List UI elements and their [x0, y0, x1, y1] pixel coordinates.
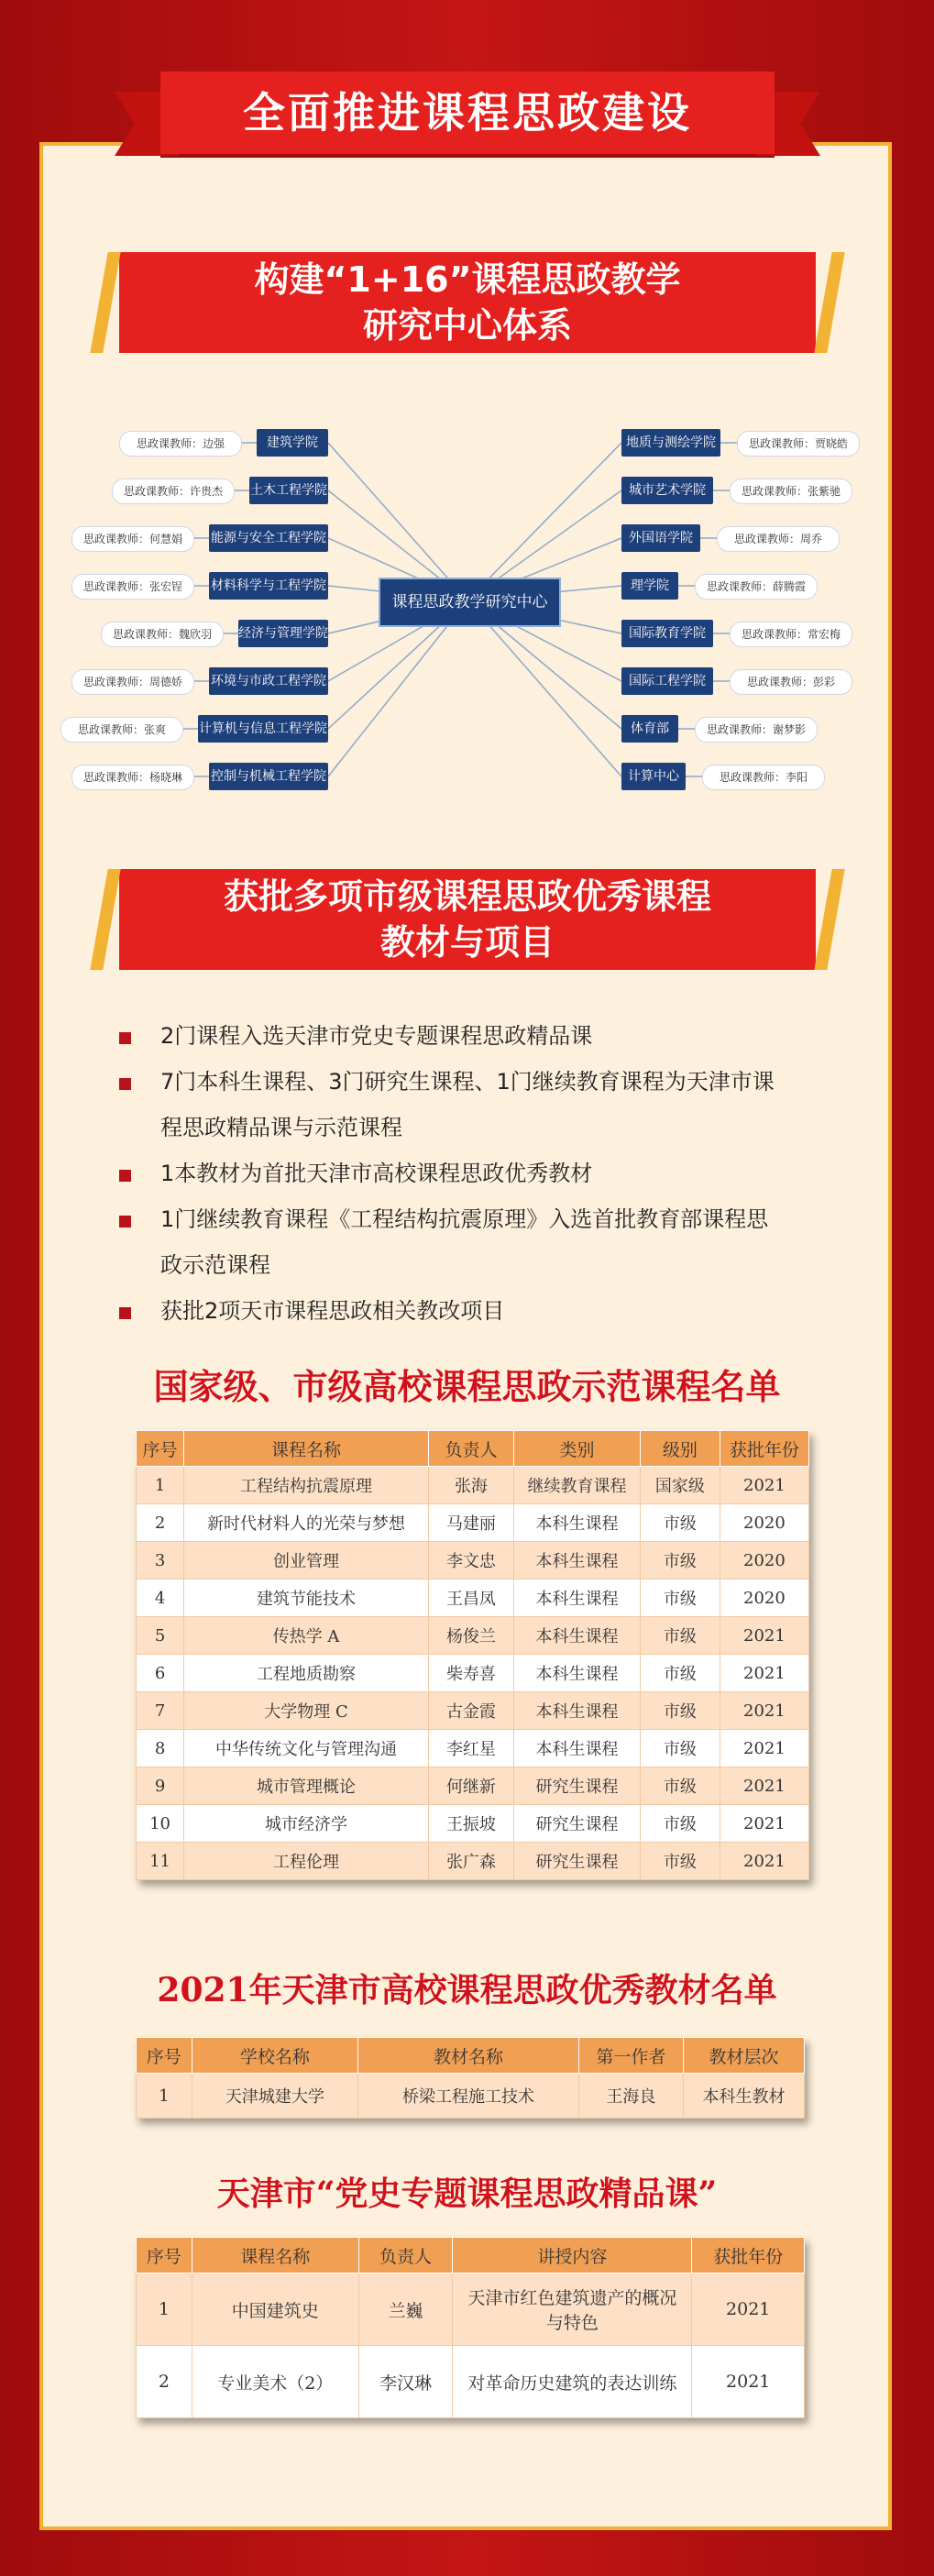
table-header-row: [137, 2238, 805, 2273]
mindmap-college-node: 体育部: [621, 715, 678, 743]
mindmap-teacher-tag: 思政课教师：边强: [119, 431, 242, 457]
table-cell: 2021: [692, 2346, 805, 2418]
column-header: 序号: [137, 2038, 192, 2074]
table-cell: 继续教育课程: [513, 1467, 640, 1504]
mindmap-college-node: 国际工程学院: [621, 667, 713, 695]
table-cell: 市级: [640, 1542, 720, 1580]
mindmap-college-node: 理学院: [621, 572, 678, 600]
table-cell: 市级: [640, 1730, 720, 1767]
mindmap-college-node: 国际教育学院: [621, 620, 713, 647]
table-cell: 本科生课程: [513, 1580, 640, 1617]
table-cell: 2020: [720, 1542, 808, 1580]
table-cell: 市级: [640, 1617, 720, 1655]
table-cell: 王海良: [578, 2074, 683, 2119]
table-cell: 研究生课程: [513, 1805, 640, 1843]
table-cell: 1: [137, 2074, 192, 2119]
table-cell: 本科生课程: [513, 1617, 640, 1655]
table-cell: 中华传统文化与管理沟通: [184, 1730, 429, 1767]
table-cell: 市级: [640, 1580, 720, 1617]
table-cell: 2021: [720, 1843, 808, 1880]
table-header-row: [137, 2038, 805, 2074]
table-cell: 传热学 A: [184, 1617, 429, 1655]
table-cell: 2020: [720, 1504, 808, 1542]
mindmap-college-node: 控制与机械工程学院: [209, 763, 328, 790]
textbook-table: [136, 2037, 805, 2119]
table-cell: 2021: [720, 1467, 808, 1504]
table-cell: 市级: [640, 1767, 720, 1805]
table-cell: 专业美术（2）: [192, 2346, 358, 2418]
page-title: 全面推进课程思政建设: [160, 72, 775, 154]
table-header-row: [137, 1431, 809, 1467]
table-cell: 本科生课程: [513, 1730, 640, 1767]
table-cell: 大学物理 C: [184, 1692, 429, 1730]
table-row: [137, 2273, 805, 2346]
mindmap-teacher-tag: 思政课教师：杨晓琳: [71, 765, 194, 790]
table-cell: 兰巍: [358, 2273, 452, 2346]
table-cell: 张海: [428, 1467, 513, 1504]
mindmap-teacher-tag: 思政课教师：何慧娟: [71, 526, 194, 552]
table-cell: 2: [137, 1504, 184, 1542]
table-cell: 本科生教材: [684, 2074, 805, 2119]
column-header: 获批年份: [692, 2238, 805, 2273]
column-header: 类别: [513, 1431, 640, 1467]
column-header: 课程名称: [192, 2238, 358, 2273]
mindmap-teacher-tag: 思政课教师：周乔: [717, 526, 840, 552]
table-cell: 马建丽: [428, 1504, 513, 1542]
table-cell: 研究生课程: [513, 1767, 640, 1805]
bullet-square-icon: [119, 1216, 131, 1227]
mindmap-teacher-tag: 思政课教师：彭彩: [730, 669, 852, 695]
table-cell: 天津市红色建筑遗产的概况与特色: [453, 2273, 692, 2346]
bullet-square-icon: [119, 1078, 131, 1090]
bullet-square-icon: [119, 1032, 131, 1044]
list-item: 1本教材为首批天津市高校课程思政优秀教材: [119, 1150, 843, 1196]
table-cell: 建筑节能技术: [184, 1580, 429, 1617]
table-cell: 工程结构抗震原理: [184, 1467, 429, 1504]
table-cell: 研究生课程: [513, 1843, 640, 1880]
table-row: [137, 2346, 805, 2418]
table-cell: 杨俊兰: [428, 1617, 513, 1655]
table-cell: 6: [137, 1655, 184, 1692]
table-row: [137, 1617, 809, 1655]
achievement-list: [119, 1013, 843, 1334]
table-cell: 天津城建大学: [192, 2074, 357, 2119]
mindmap-college-node: 计算中心: [621, 763, 686, 790]
mindmap-college-node: 城市艺术学院: [621, 477, 713, 504]
mindmap-teacher-tag: 思政课教师：常宏梅: [730, 622, 852, 647]
section-banner-1: [119, 252, 816, 353]
table-row: [137, 1504, 809, 1542]
table2-title: 2021年天津市高校课程思政优秀教材名单: [157, 1971, 777, 2009]
mindmap-college-node: 环境与市政工程学院: [209, 667, 328, 695]
table-cell: 8: [137, 1730, 184, 1767]
party-history-course-table: [136, 2237, 805, 2418]
table-row: [137, 2074, 805, 2119]
table-row: [137, 1467, 809, 1504]
table-cell: 4: [137, 1580, 184, 1617]
mindmap-teacher-tag: 思政课教师：张爽: [60, 717, 183, 743]
table-cell: 本科生课程: [513, 1692, 640, 1730]
table-cell: 古金霞: [428, 1692, 513, 1730]
mindmap-teacher-tag: 思政课教师：周德娇: [71, 669, 194, 695]
table-cell: 中国建筑史: [192, 2273, 358, 2346]
table-cell: 张广森: [428, 1843, 513, 1880]
table-cell: 2021: [720, 1655, 808, 1692]
column-header: 负责人: [358, 2238, 452, 2273]
column-header: 负责人: [428, 1431, 513, 1467]
table-cell: 2020: [720, 1580, 808, 1617]
mindmap-college-node: 建筑学院: [257, 429, 328, 457]
table-cell: 王昌凤: [428, 1580, 513, 1617]
top-banner: [160, 72, 775, 154]
table-cell: 2: [137, 2346, 192, 2418]
column-header: 课程名称: [184, 1431, 429, 1467]
table-row: [137, 1580, 809, 1617]
table1-title: 国家级、市级高校课程思政示范课程名单: [153, 1366, 781, 1407]
list-item: 获批2项天市课程思政相关教改项目: [119, 1288, 843, 1334]
table-cell: 11: [137, 1843, 184, 1880]
column-header: 序号: [137, 2238, 192, 2273]
mindmap-college-node: 材料科学与工程学院: [209, 572, 328, 600]
table-cell: 2021: [720, 1617, 808, 1655]
table-row: [137, 1767, 809, 1805]
table-cell: 李汉琳: [358, 2346, 452, 2418]
column-header: 讲授内容: [453, 2238, 692, 2273]
table-cell: 李红星: [428, 1730, 513, 1767]
table-cell: 市级: [640, 1504, 720, 1542]
bullet-square-icon: [119, 1307, 131, 1319]
mindmap-teacher-tag: 思政课教师：薛腾霞: [695, 574, 818, 600]
table1-container: [136, 1430, 809, 1880]
mindmap-college-node: 土木工程学院: [249, 477, 328, 504]
mindmap-teacher-tag: 思政课教师：李阳: [702, 765, 825, 790]
table-cell: 2021: [692, 2273, 805, 2346]
table-row: [137, 1655, 809, 1692]
table-cell: 柴寿喜: [428, 1655, 513, 1692]
section-title-line2: 教材与项目: [379, 922, 555, 963]
section-banner-2: [119, 869, 816, 970]
mindmap-college-node: 地质与测绘学院: [621, 429, 720, 457]
column-header: 教材名称: [358, 2038, 579, 2074]
section-title-line1: 获批多项市级课程思政优秀课程: [223, 876, 711, 917]
table-cell: 7: [137, 1692, 184, 1730]
mindmap-college-node: 外国语学院: [621, 524, 700, 552]
table-row: [137, 1542, 809, 1580]
table-cell: 5: [137, 1617, 184, 1655]
table-cell: 对革命历史建筑的表达训练: [453, 2346, 692, 2418]
table-cell: 2021: [720, 1730, 808, 1767]
column-header: 第一作者: [578, 2038, 683, 2074]
mindmap-college-node: 能源与安全工程学院: [209, 524, 328, 552]
list-item-continuation: 政示范课程: [160, 1252, 270, 1278]
table-cell: 市级: [640, 1692, 720, 1730]
list-item: 2门课程入选天津市党史专题课程思政精品课: [119, 1013, 843, 1059]
section-title-line1: 构建“1+16”课程思政教学: [254, 259, 681, 300]
mindmap-teacher-tag: 思政课教师：谢梦影: [695, 717, 818, 743]
table-cell: 桥梁工程施工技术: [358, 2074, 579, 2119]
table-cell: 何继新: [428, 1767, 513, 1805]
table-cell: 创业管理: [184, 1542, 429, 1580]
table-cell: 国家级: [640, 1467, 720, 1504]
column-header: 级别: [640, 1431, 720, 1467]
table-cell: 城市经济学: [184, 1805, 429, 1843]
table-cell: 工程伦理: [184, 1843, 429, 1880]
table-cell: 2021: [720, 1692, 808, 1730]
table-cell: 1: [137, 1467, 184, 1504]
mindmap-teacher-tag: 思政课教师：张宏锃: [71, 574, 194, 600]
mindmap-college-node: 计算机与信息工程学院: [198, 715, 328, 743]
table-cell: 本科生课程: [513, 1655, 640, 1692]
table-cell: 王振坡: [428, 1805, 513, 1843]
table-cell: 工程地质勘察: [184, 1655, 429, 1692]
list-item: 1门继续教育课程《工程结构抗震原理》入选首批教育部课程思: [119, 1196, 843, 1242]
section-title-line2: 研究中心体系: [362, 305, 572, 346]
mindmap: [39, 394, 892, 788]
column-header: 学校名称: [192, 2038, 357, 2074]
column-header: 获批年份: [720, 1431, 808, 1467]
table-row: [137, 1730, 809, 1767]
table-cell: 10: [137, 1805, 184, 1843]
table-row: [137, 1805, 809, 1843]
list-item: 7门本科生课程、3门研究生课程、1门继续教育课程为天津市课: [119, 1059, 843, 1105]
table-cell: 2021: [720, 1767, 808, 1805]
column-header: 序号: [137, 1431, 184, 1467]
table-cell: 本科生课程: [513, 1542, 640, 1580]
mindmap-college-node: 经济与管理学院: [238, 620, 328, 647]
table2-container: [136, 2037, 805, 2119]
table-cell: 2021: [720, 1805, 808, 1843]
table-cell: 市级: [640, 1655, 720, 1692]
bullet-square-icon: [119, 1170, 131, 1182]
table-cell: 9: [137, 1767, 184, 1805]
table-cell: 新时代材料人的光荣与梦想: [184, 1504, 429, 1542]
table3-title: 天津市“党史专题课程思政精品课”: [216, 2174, 718, 2213]
column-header: 教材层次: [684, 2038, 805, 2074]
table-row: [137, 1843, 809, 1880]
table3-container: [136, 2237, 805, 2418]
mindmap-center-node: 课程思政教学研究中心: [379, 578, 561, 627]
list-item-continuation: 程思政精品课与示范课程: [160, 1115, 402, 1140]
mindmap-teacher-tag: 思政课教师：许贵杰: [112, 479, 235, 504]
mindmap-teacher-tag: 思政课教师：魏欣羽: [101, 622, 224, 647]
demo-course-table: [136, 1430, 809, 1880]
table-cell: 市级: [640, 1843, 720, 1880]
mindmap-teacher-tag: 思政课教师：贾晓皓: [737, 431, 860, 457]
table-cell: 本科生课程: [513, 1504, 640, 1542]
mindmap-teacher-tag: 思政课教师：张紫驰: [730, 479, 852, 504]
table-cell: 3: [137, 1542, 184, 1580]
table-row: [137, 1692, 809, 1730]
table-cell: 李文忠: [428, 1542, 513, 1580]
table-cell: 城市管理概论: [184, 1767, 429, 1805]
table-cell: 市级: [640, 1805, 720, 1843]
table-cell: 1: [137, 2273, 192, 2346]
